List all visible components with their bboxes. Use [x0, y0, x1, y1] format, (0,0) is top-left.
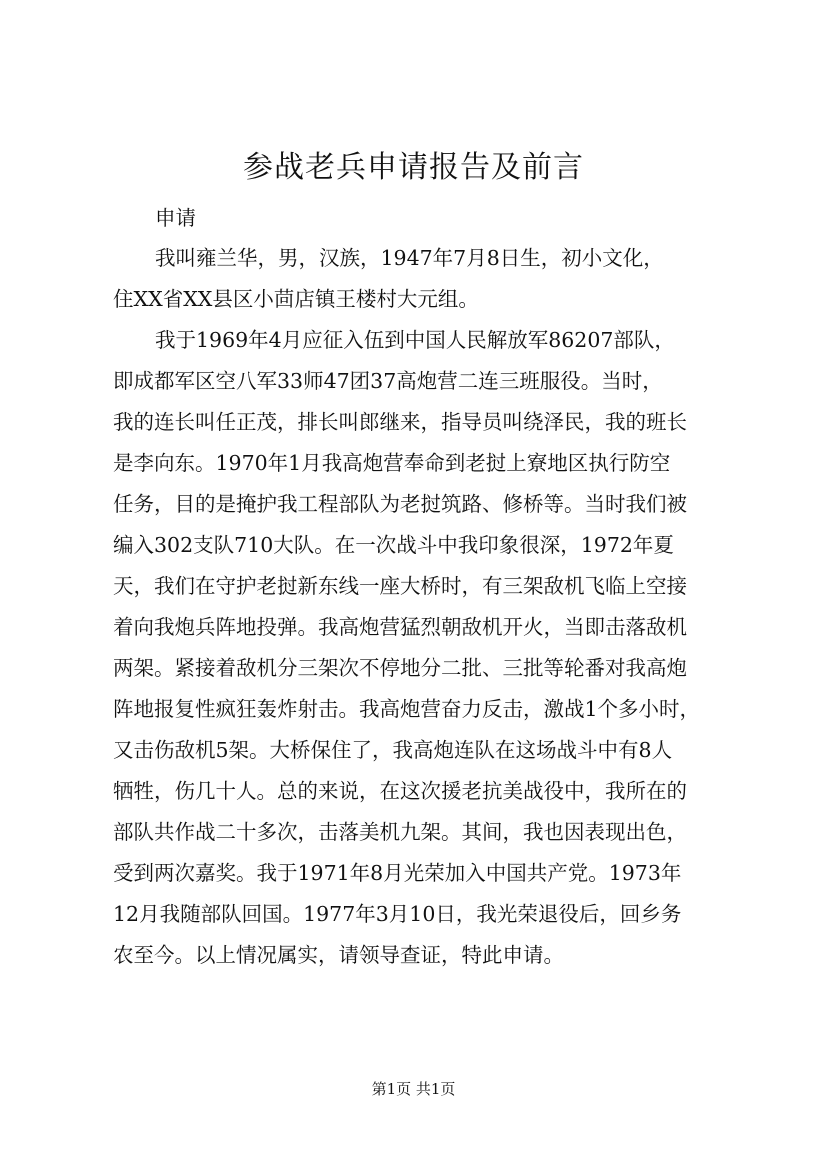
paragraph-line: 受到两次嘉奖。我于1971年8月光荣加入中国共产党。1973年 — [113, 861, 682, 885]
document-title: 参战老兵申请报告及前言 — [243, 150, 584, 185]
paragraph-line: 是李向东。1970年1月我高炮营奉命到老挝上寮地区执行防空 — [113, 451, 671, 475]
paragraph-line: 我于1969年4月应征入伍到中国人民解放军86207部队， — [155, 328, 675, 352]
paragraph-line: 编入302支队710大队。在一次战斗中我印象很深，1972年夏 — [113, 533, 674, 557]
paragraph-line: 两架。紧接着敌机分三架次不停地分二批、三批等轮番对我高炮 — [113, 656, 687, 680]
section-heading: 申请 — [155, 206, 196, 230]
paragraph-line: 12月我随部队回国。1977年3月10日，我光荣退役后，回乡务 — [113, 902, 682, 926]
paragraph-line: 我的连长叫任正茂，排长叫郎继来，指导员叫绕泽民，我的班长 — [113, 410, 687, 434]
paragraph-line: 住XX省XX县区小茴店镇王楼村大元组。 — [113, 287, 479, 311]
paragraph-line: 天，我们在守护老挝新东线一座大桥时，有三架敌机飞临上空接 — [113, 574, 687, 598]
paragraph-line: 即成都军区空八军33师47团37高炮营二连三班服役。当时， — [113, 369, 663, 393]
paragraph-line: 阵地报复性疯狂轰炸射击。我高炮营奋力反击，激战1个多小时， — [113, 697, 701, 721]
paragraph-line: 部队共作战二十多次，击落美机九架。其间，我也因表现出色， — [113, 820, 687, 844]
paragraph-line: 牺牲，伤几十人。总的来说，在这次援老抗美战役中，我所在的 — [113, 779, 687, 803]
paragraph-line: 又击伤敌机5架。大桥保住了，我高炮连队在这场战斗中有8人 — [113, 738, 673, 762]
page-footer: 第1页 共1页 — [371, 1080, 456, 1098]
paragraph-line: 着向我炮兵阵地投弹。我高炮营猛烈朝敌机开火，当即击落敌机 — [113, 615, 687, 639]
paragraph-line: 农至今。以上情况属实，请领导查证，特此申请。 — [113, 943, 564, 967]
paragraph-line: 我叫雍兰华，男，汉族，1947年7月8日生，初小文化， — [155, 246, 664, 270]
paragraph-line: 任务，目的是掩护我工程部队为老挝筑路、修桥等。当时我们被 — [113, 492, 687, 516]
